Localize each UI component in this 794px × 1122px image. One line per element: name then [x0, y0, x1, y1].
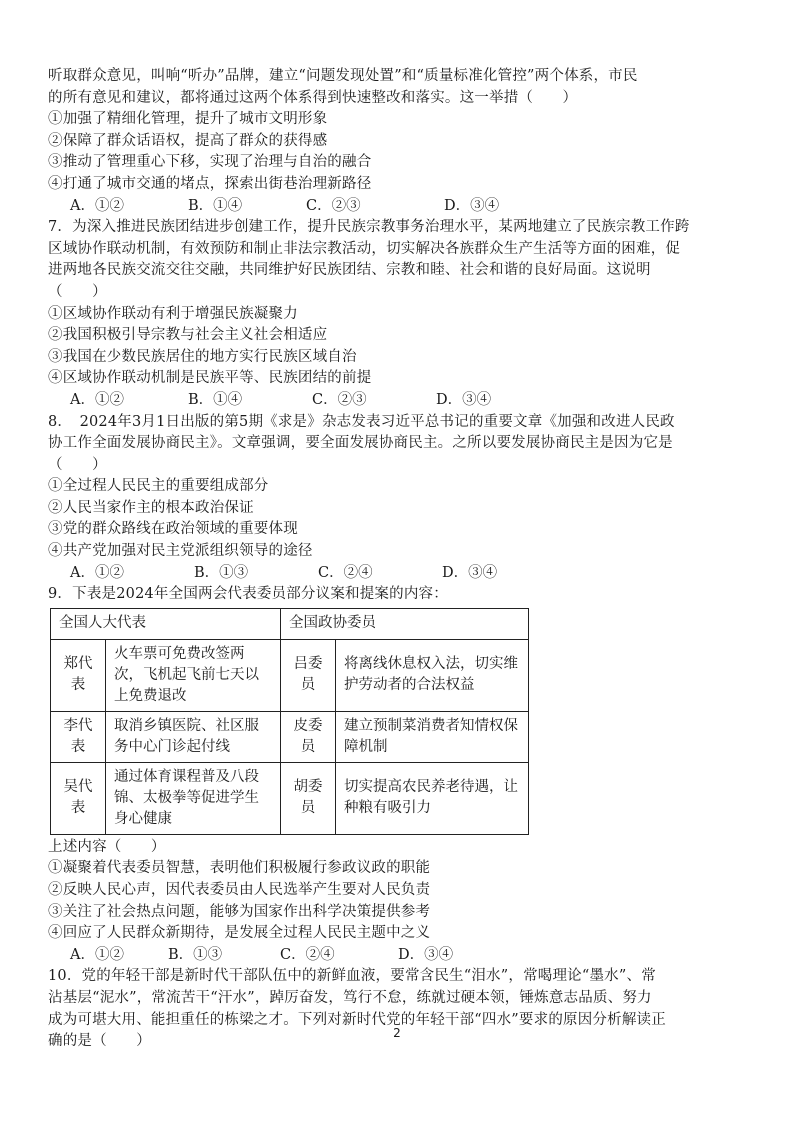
question-text: 8． 2024年3月1日出版的第5期《求是》杂志发表习近平总书记的重要文章《加强和改进人民政 — [48, 413, 675, 430]
answer-choices — [48, 390, 748, 412]
choice-b: B．①③ — [194, 564, 249, 581]
option-line: ③推动了管理重心下移，实现了治理与自治的融合 — [48, 154, 372, 171]
member-name: 胡委员 — [281, 762, 336, 834]
question-9 — [48, 584, 748, 966]
option-line: ③关注了社会热点问题，能够为国家作出科学决策提供参考 — [48, 903, 431, 920]
question-text: 进两地各民族交流交往交融，共同维护好民族团结、宗教和睦、社会和谐的良好局面。这说明 — [48, 262, 651, 279]
option-line: ④打通了城市交通的堵点，探索出街巷治理新路径 — [48, 175, 372, 192]
question-7 — [48, 217, 748, 411]
deputy-proposal: 取消乡镇医院、社区服务中心门诊起付线 — [106, 711, 281, 762]
choice-b: B．①④ — [188, 391, 243, 408]
proposals-table-wrap — [50, 608, 748, 835]
choice-d: D．③④ — [398, 946, 454, 963]
proposals-table — [50, 608, 529, 835]
choice-d: D．③④ — [444, 197, 500, 214]
choice-a: A．①② — [70, 391, 124, 408]
choice-c: C．②④ — [318, 564, 373, 581]
question-text: 区域协作联动机制，有效预防和制止非法宗教活动，切实解决各族群众生产生活等方面的困难，促 — [48, 240, 681, 257]
choice-a: A．①② — [70, 197, 124, 214]
option-line: ①凝聚着代表委员智慧，表明他们积极履行参政议政的职能 — [48, 860, 431, 877]
option-line: ④回应了人民群众新期待，是发展全过程人民民主题中之义 — [48, 925, 431, 942]
deputy-name: 李代表 — [51, 711, 106, 762]
question-text: 10．党的年轻干部是新时代干部队伍中的新鲜血液，要常含民生“泪水”，常喝理论“墨水”、常 — [48, 968, 656, 985]
option-line: ④共产党加强对民主党派组织领导的途径 — [48, 543, 313, 560]
member-name: 皮委员 — [281, 711, 336, 762]
question-text: 上述内容（ ） — [48, 838, 166, 855]
deputy-name: 吴代表 — [51, 762, 106, 834]
question-text: 确的是（ ） — [48, 1033, 151, 1050]
option-line: ③我国在少数民族居住的地方实行民族区域自治 — [48, 348, 357, 365]
question-6-continued — [48, 66, 748, 217]
page-number: 2 — [393, 1026, 401, 1040]
text-line: 听取群众意见，叫响“听办”品牌，建立“问题发现处置”和“质量标准化管控”两个体系，市民 — [48, 68, 638, 84]
text-line: 的所有意见和建议，都将通过这两个体系得到快速整改和落实。这一举措（ ） — [48, 89, 578, 106]
question-text: 7．为深入推进民族团结进步创建工作，提升民族宗教事务治理水平，某两地建立了民族宗教工作跨 — [48, 219, 690, 236]
choice-b: B．①③ — [168, 946, 223, 963]
table-row — [51, 711, 529, 762]
question-text: 9．下表是2024年全国两会代表委员部分议案和提案的内容： — [48, 586, 448, 603]
choice-a: A．①② — [70, 946, 124, 963]
member-proposal: 将离线休息权入法，切实维护劳动者的合法权益 — [336, 639, 529, 711]
choice-c: C．②③ — [306, 197, 361, 214]
table-row — [51, 639, 529, 711]
answer-blank: （ ） — [48, 456, 107, 473]
choice-d: D．③④ — [442, 564, 498, 581]
answer-choices — [48, 945, 748, 967]
option-line: ①全过程人民民主的重要组成部分 — [48, 478, 269, 495]
choice-a: A．①② — [70, 564, 124, 581]
answer-choices — [48, 563, 748, 585]
choice-d: D．③④ — [436, 391, 492, 408]
question-8 — [48, 412, 748, 585]
table-header-cppcc: 全国政协委员 — [281, 608, 529, 639]
option-line: ③党的群众路线在政治领域的重要体现 — [48, 521, 298, 538]
table-header-npc: 全国人大代表 — [51, 608, 281, 639]
member-name: 吕委员 — [281, 639, 336, 711]
option-line: ①区域协作联动有利于增强民族凝聚力 — [48, 305, 298, 322]
member-proposal: 建立预制菜消费者知情权保障机制 — [336, 711, 529, 762]
option-line: ②人民当家作主的根本政治保证 — [48, 499, 254, 516]
option-line: ①加强了精细化管理，提升了城市文明形象 — [48, 111, 328, 128]
answer-blank: （ ） — [48, 283, 107, 300]
choice-b: B．①④ — [188, 197, 243, 214]
choice-c: C．②③ — [312, 391, 367, 408]
answer-choices — [48, 196, 748, 218]
member-proposal: 切实提高农民养老待遇，让种粮有吸引力 — [336, 762, 529, 834]
question-text: 成为可堪大用、能担重任的栋梁之才。下列对新时代党的年轻干部“四水”要求的原因分析解读正 — [48, 1011, 666, 1028]
question-text: 沾基层“泥水”，常流苦干“汗水”，踔厉奋发，笃行不怠，练就过硬本领，锤炼意志品质、努力 — [48, 990, 652, 1006]
choice-c: C．②④ — [280, 946, 335, 963]
deputy-name: 郑代表 — [51, 639, 106, 711]
option-line: ②我国积极引导宗教与社会主义社会相适应 — [48, 327, 328, 344]
deputy-proposal: 通过体育课程普及八段锦、太极拳等促进学生身心健康 — [106, 762, 281, 834]
option-line: ②保障了群众话语权，提高了群众的获得感 — [48, 132, 328, 149]
deputy-proposal: 火车票可免费改签两次，飞机起飞前七天以上免费退改 — [106, 639, 281, 711]
option-line: ④区域协作联动机制是民族平等、民族团结的前提 — [48, 370, 372, 387]
question-text: 协工作全面发展协商民主》。文章强调，要全面发展协商民主。之所以要发展协商民主是因为它是 — [48, 435, 673, 452]
table-row — [51, 762, 529, 834]
option-line: ②反映人民心声，因代表委员由人民选举产生要对人民负责 — [48, 882, 431, 899]
exam-page — [48, 66, 748, 1053]
